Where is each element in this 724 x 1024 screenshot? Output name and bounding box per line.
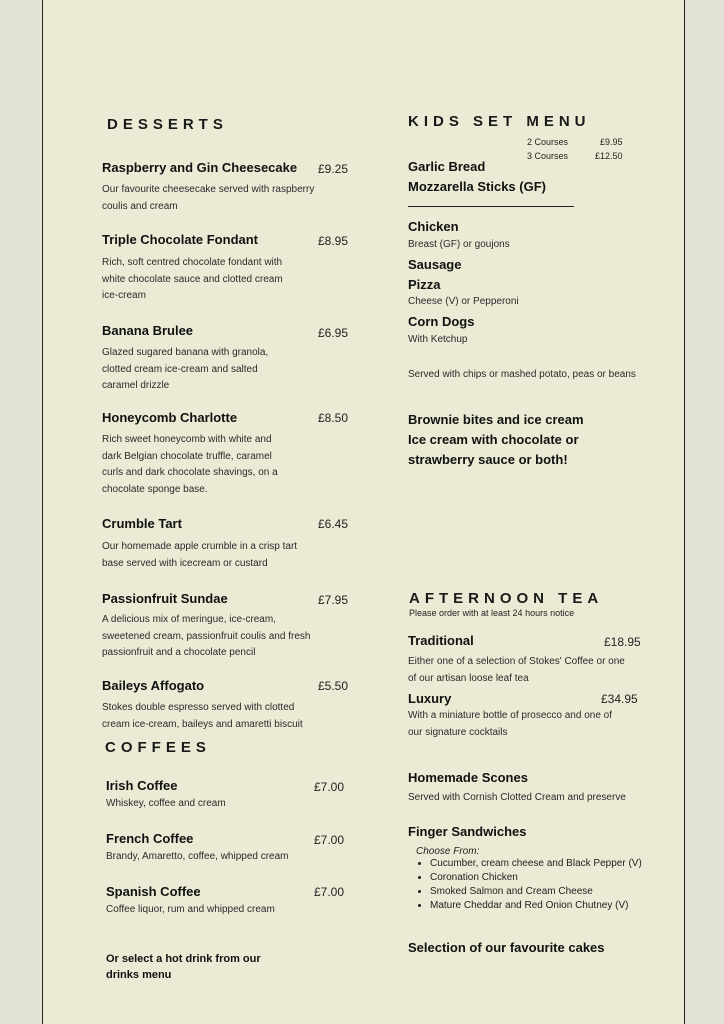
dessert-desc: Stokes double espresso served with clotted cream ice-cream, baileys and amaretti biscuit <box>102 702 303 730</box>
kids-main-desc: With Ketchup <box>408 334 468 345</box>
kids-title: KIDS SET MENU <box>408 113 591 130</box>
list-item: • Cucumber, cream cheese and Black Pepper (V) <box>430 857 658 871</box>
dessert-price: £7.95 <box>318 593 349 607</box>
coffee-price: £7.00 <box>314 833 345 847</box>
coffee-footer: Or select a hot drink from our drinks menu <box>106 953 261 981</box>
coffee-desc: Brandy, Amaretto, coffee, whipped cream <box>106 851 289 862</box>
tea-option-name: Luxury <box>408 691 452 706</box>
tea-option-desc: With a miniature bottle of prosecco and one of our signature cocktails <box>408 710 613 738</box>
kids-starter: Garlic Bread <box>408 159 486 174</box>
kids-course-label: 3 Courses <box>527 151 569 161</box>
dessert-price: £6.45 <box>318 517 349 531</box>
sandwich-lead: Choose From: <box>416 846 480 857</box>
dessert-price: £5.50 <box>318 679 349 693</box>
dessert-desc: Our favourite cheesecake served with raspberry coulis and cream <box>102 184 315 212</box>
coffee-price: £7.00 <box>314 780 345 794</box>
dessert-price: £6.95 <box>318 326 349 340</box>
list-item: • Coronation Chicken <box>430 871 658 885</box>
dessert-desc: Glazed sugared banana with granola, clotted cream ice-cream and salted caramel drizzle <box>102 347 269 391</box>
dessert-name: Raspberry and Gin Cheesecake <box>102 160 298 175</box>
list-item: • Smoked Salmon and Cream Cheese <box>430 885 658 899</box>
coffees-title: COFFEES <box>105 739 211 756</box>
tea-cakes: Selection of our favourite cakes <box>408 940 605 955</box>
dessert-name: Banana Brulee <box>102 323 194 338</box>
kids-course-label: 2 Courses <box>527 137 569 147</box>
dessert-price: £8.50 <box>318 411 349 425</box>
coffee-desc: Whiskey, coffee and cream <box>106 798 226 809</box>
kids-main-desc: Cheese (V) or Pepperoni <box>408 296 519 307</box>
tea-scones-name: Homemade Scones <box>408 770 528 785</box>
coffee-desc: Coffee liquor, rum and whipped cream <box>106 904 275 915</box>
list-item: • Mature Cheddar and Red Onion Chutney (V) <box>430 899 658 913</box>
kids-main: Sausage <box>408 257 462 272</box>
kids-main: Corn Dogs <box>408 314 475 329</box>
kids-course-price: £9.95 <box>600 137 623 147</box>
tea-option-price: £18.95 <box>604 635 641 649</box>
kids-desserts: Brownie bites and ice cream Ice cream with chocolate or strawberry sauce or both! <box>408 412 584 467</box>
desserts-title: DESSERTS <box>107 116 228 133</box>
afternoon-tea-note: Please order with at least 24 hours notice <box>409 608 575 618</box>
coffee-name: Irish Coffee <box>106 778 178 793</box>
dessert-name: Crumble Tart <box>102 516 182 531</box>
afternoon-tea-title: AFTERNOON TEA <box>409 590 604 607</box>
dessert-name: Honeycomb Charlotte <box>102 410 238 425</box>
coffee-name: French Coffee <box>106 831 194 846</box>
dessert-desc: Rich sweet honeycomb with white and dark Belgian chocolate truffle, caramel curls and dark chocolate shavings, on a chocolate sponge base. <box>102 434 278 495</box>
tea-option-price: £34.95 <box>601 692 638 706</box>
kids-main: Chicken <box>408 219 459 234</box>
sandwich-options <box>408 846 658 913</box>
kids-main: Pizza <box>408 277 441 292</box>
kids-starter: Mozzarella Sticks (GF) <box>408 179 546 194</box>
dessert-name: Triple Chocolate Fondant <box>102 232 259 247</box>
dessert-price: £9.25 <box>318 162 349 176</box>
tea-option-desc: Either one of a selection of Stokes' Coffee or one of our artisan loose leaf tea <box>408 656 625 684</box>
coffee-price: £7.00 <box>314 885 345 899</box>
tea-option-name: Traditional <box>408 633 474 648</box>
dessert-price: £8.95 <box>318 234 349 248</box>
tea-sandwiches-name: Finger Sandwiches <box>408 824 527 839</box>
coffee-name: Spanish Coffee <box>106 884 201 899</box>
dessert-desc: Our homemade apple crumble in a crisp tart base served with icecream or custard <box>102 541 298 569</box>
tea-scones-desc: Served with Cornish Clotted Cream and preserve <box>408 792 626 803</box>
dessert-desc: A delicious mix of meringue, ice-cream, sweetened cream, passionfruit coulis and fresh passionfruit and a chocolate pencil <box>102 614 311 658</box>
kids-course-price: £12.50 <box>595 151 623 161</box>
dessert-desc: Rich, soft centred chocolate fondant with white chocolate sauce and clotted cream ice-cream <box>102 257 283 301</box>
dessert-name: Baileys Affogato <box>102 678 205 693</box>
divider <box>408 206 574 207</box>
kids-served-note: Served with chips or mashed potato, peas or beans <box>408 369 636 380</box>
kids-main-desc: Breast (GF) or goujons <box>408 239 510 250</box>
dessert-name: Passionfruit Sundae <box>102 591 228 606</box>
